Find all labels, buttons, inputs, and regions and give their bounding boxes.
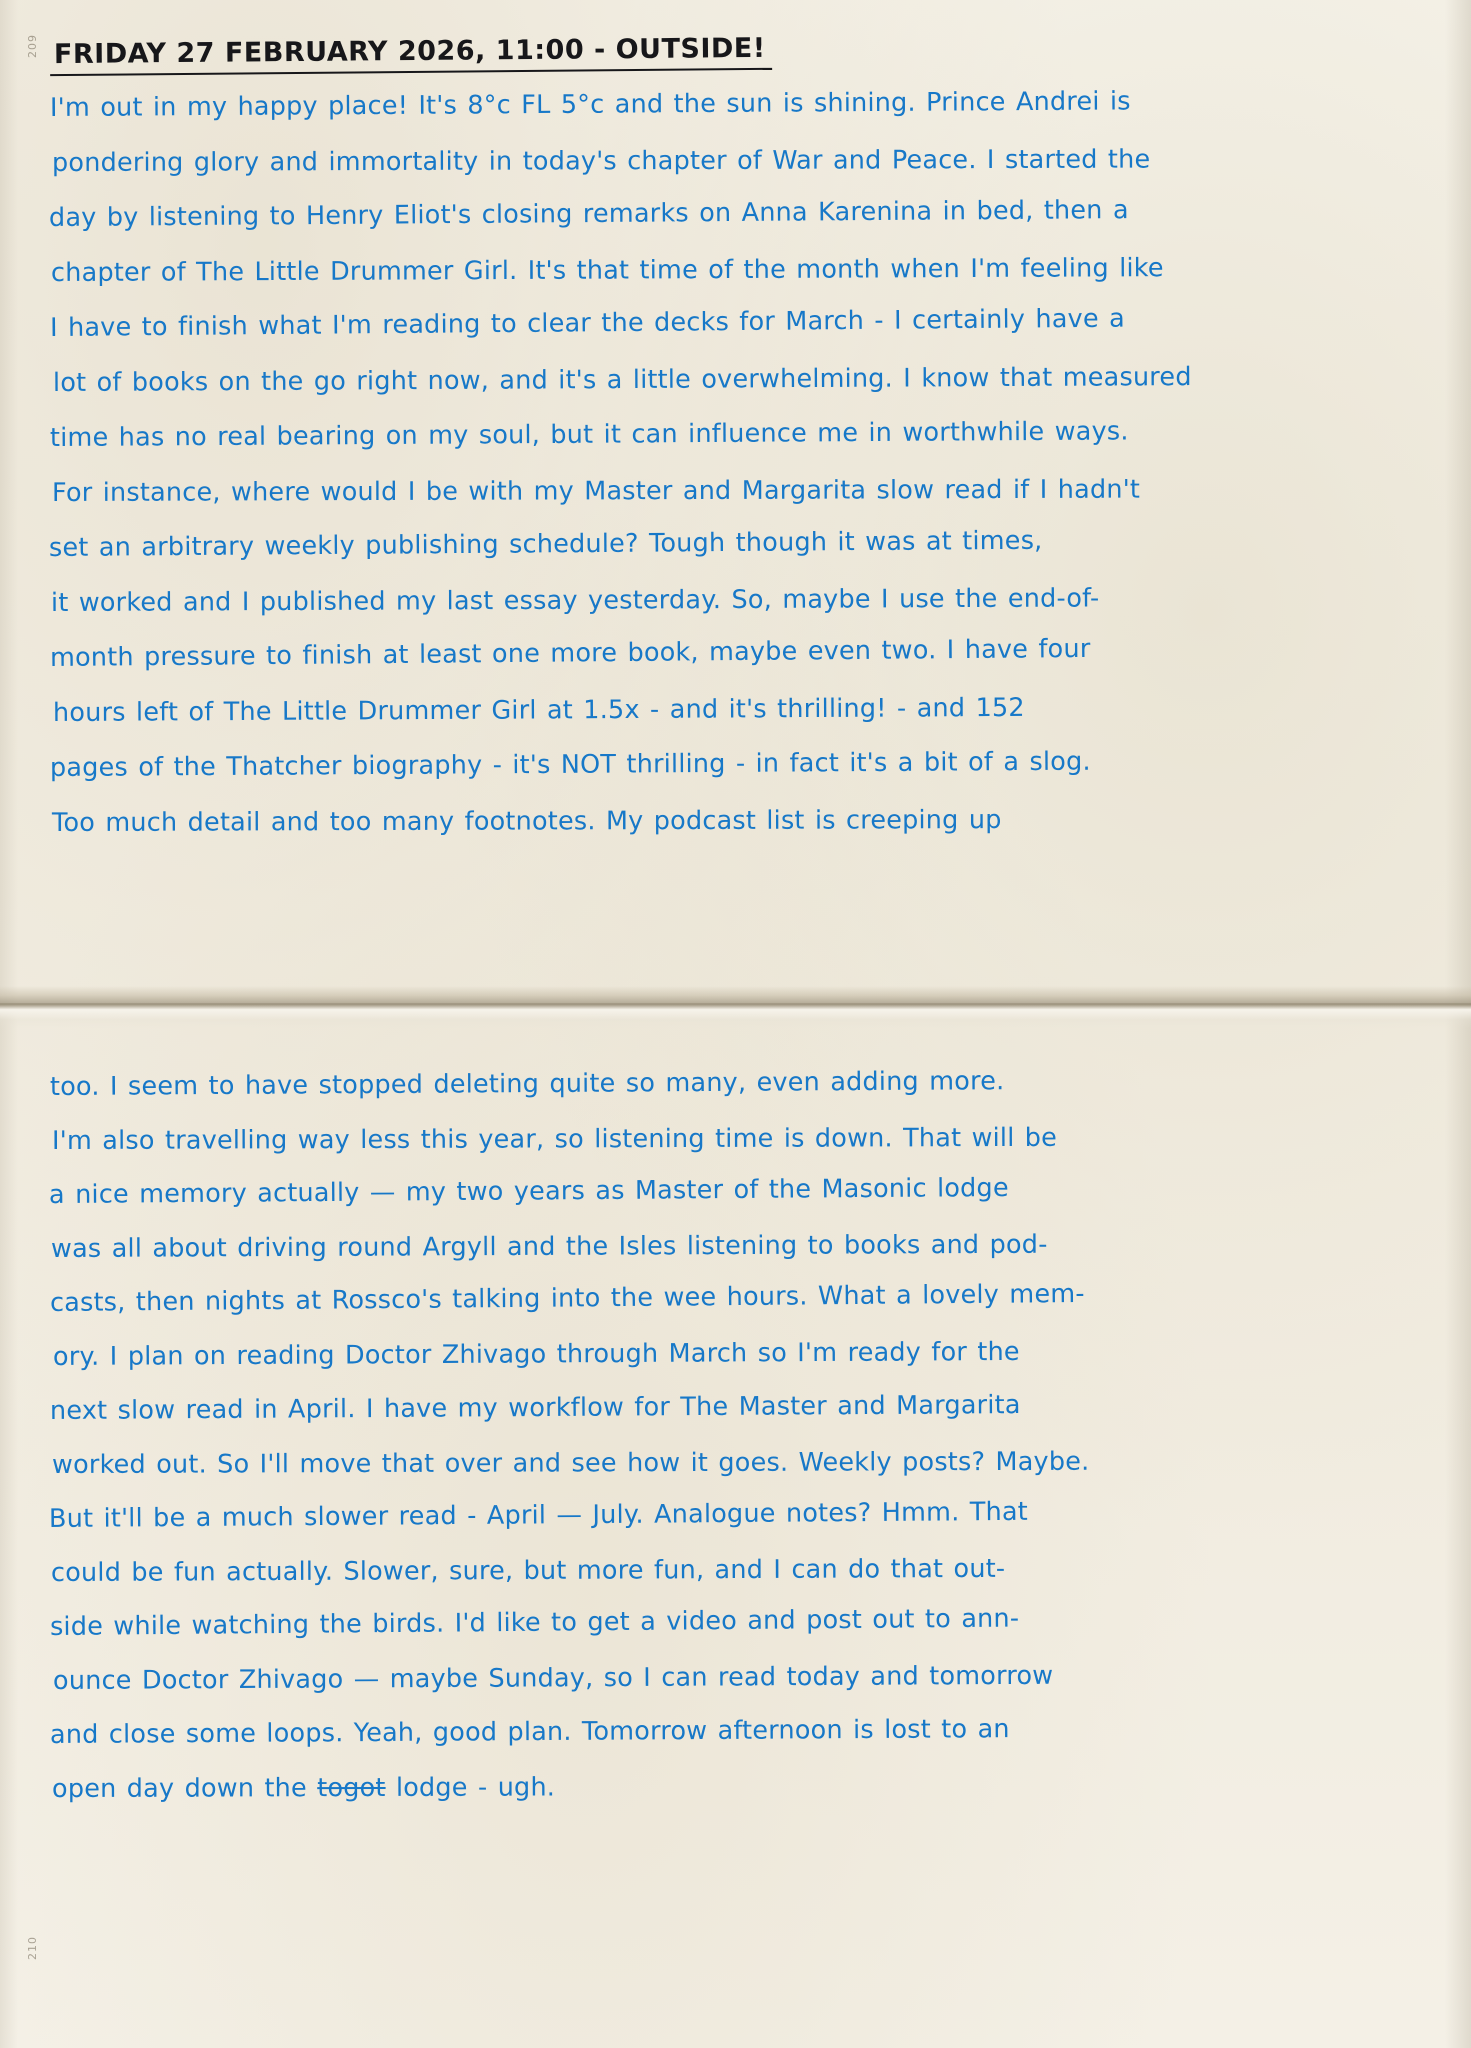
handwritten-line: too. I seem to have stopped deleting quite so many, even adding more.	[49, 1066, 1005, 1102]
handwritten-line: pondering glory and immortality in today's chapter of War and Peace. I started the	[51, 144, 1151, 178]
page-number-top: 209	[26, 34, 39, 58]
struck-through-word: togot	[317, 1772, 386, 1804]
handwritten-line: could be fun actually. Slower, sure, but more fun, and I can do that out-	[50, 1553, 1006, 1588]
journal-body-bottom	[44, 1060, 1423, 1816]
handwritten-line: time has no real bearing on my soul, but it can influence me in worthwhile ways.	[49, 416, 1129, 453]
handwritten-line: side while watching the birds. I'd like to get a video and post out to ann-	[49, 1603, 1020, 1642]
handwritten-line: pages of the Thatcher biography - it's NOT thrilling - in fact it's a bit of a slog.	[49, 746, 1091, 783]
handwritten-line: I'm also travelling way less this year, so listening time is down. That will be	[51, 1122, 1058, 1156]
final-line-after: lodge - ugh.	[385, 1772, 556, 1803]
handwritten-line: day by listening to Henry Eliot's closing remarks on Anna Karenina in bed, then a	[48, 195, 1129, 234]
handwritten-line: Too much detail and too many footnotes. My podcast list is creeping up	[51, 805, 1002, 838]
handwritten-line: lot of books on the go right now, and it's a little overwhelming. I know that measured	[52, 362, 1192, 398]
handwritten-line: I have to finish what I'm reading to clear the decks for March - I certainly have a	[49, 303, 1126, 343]
final-line-before: open day down the	[51, 1773, 318, 1804]
handwritten-line: set an arbitrary weekly publishing schedule? Tough though it was at times,	[48, 525, 1043, 564]
page-number-bottom: 210	[26, 1936, 39, 1960]
handwritten-line: hours left of The Little Drummer Girl at 1.5x - and it's thrilling! - and 152	[52, 692, 1025, 728]
handwritten-line: ounce Doctor Zhivago — maybe Sunday, so I can read today and tomorrow	[52, 1660, 1054, 1696]
handwritten-line: chapter of The Little Drummer Girl. It's that time of the month when I'm feeling like	[50, 253, 1164, 288]
handwritten-line: next slow read in April. I have my workflow for The Master and Margarita	[49, 1390, 1021, 1426]
handwritten-line: a nice memory actually — my two years as Master of the Masonic lodge	[48, 1172, 1009, 1211]
handwritten-line: month pressure to finish at least one more book, maybe even two. I have four	[49, 633, 1091, 673]
handwritten-line: For instance, where would I be with my Master and Margarita slow read if I hadn't	[51, 474, 1141, 508]
journal-body-top	[44, 81, 1423, 851]
page-fold-line	[0, 1003, 1471, 1005]
entry-header: FRIDAY 27 FEBRUARY 2026, 11:00 - OUTSIDE!	[50, 33, 772, 76]
handwritten-line: was all about driving round Argyll and the Isles listening to books and pod-	[50, 1229, 1048, 1264]
handwritten-line: it worked and I published my last essay yesterday. So, maybe I use the end-of-	[50, 583, 1100, 618]
page-fold-gutter	[0, 986, 1471, 1028]
handwritten-line-final	[52, 1758, 1425, 1816]
journal-page-bottom	[0, 1060, 1471, 1816]
handwritten-line: worked out. So I'll move that over and see how it goes. Weekly posts? Maybe.	[51, 1446, 1090, 1480]
handwritten-line: ory. I plan on reading Doctor Zhivago through March so I'm ready for the	[52, 1336, 1020, 1372]
handwritten-line: casts, then nights at Rossco's talking into the wee hours. What a lovely mem-	[49, 1278, 1085, 1318]
journal-page-top	[0, 18, 1471, 851]
handwritten-line: But it'll be a much slower read - April — July. Analogue notes? Hmm. That	[48, 1496, 1029, 1535]
handwritten-line: and close some loops. Yeah, good plan. Tomorrow afternoon is lost to an	[49, 1714, 1010, 1750]
handwritten-line: I'm out in my happy place! It's 8°c FL 5°c and the sun is shining. Prince Andrei is	[49, 86, 1131, 123]
